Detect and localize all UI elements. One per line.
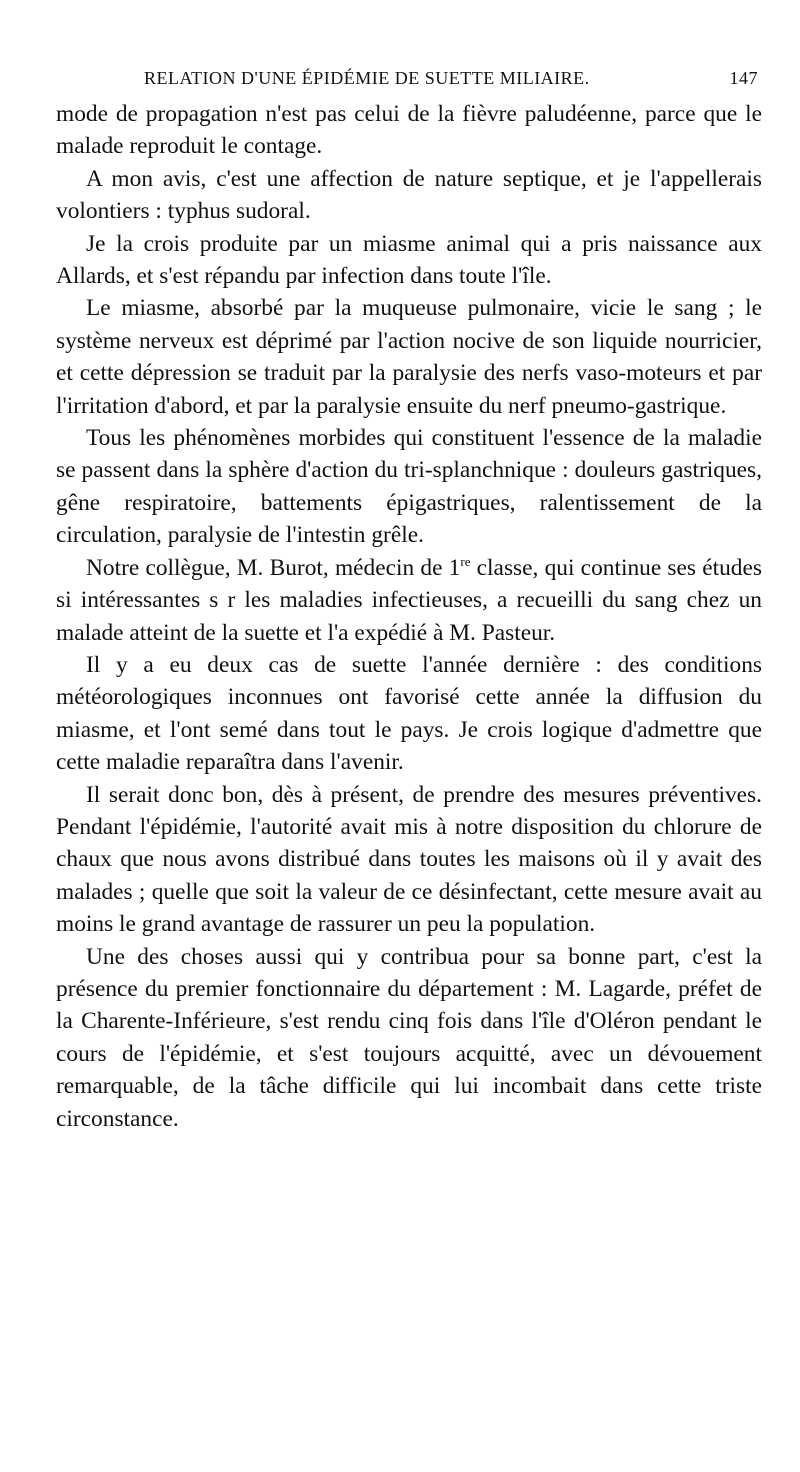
body-text — [56, 98, 762, 1135]
page-number: 147 — [729, 68, 758, 88]
paragraph-continuation: mode de propagation n'est pas celui de la fièvre paludéenne, parce que le malade reproduit le contage. — [56, 101, 762, 160]
paragraph: Je la crois produite par un miasme animal qui a pris naissance aux Allards, et s'est répandu par infection dans toute l'île. — [56, 230, 762, 290]
paragraph: Tous les phénomènes morbides qui constituent l'essence de la maladie se passent dans la sphère d'action du tri-splanchnique : douleurs gastriques, gêne respiratoire, battements épigastriques, ralentissement de la circulation, paralysie de l'intestin grêle. — [56, 425, 762, 549]
paragraph: Il serait donc bon, dès à présent, de prendre des mesures préventives. Pendant l'épidémie, l'autorité avait mis à notre disposition du chlorure de chaux que nous avons distribué dans toutes les maisons où il y avait des malades ; quelle que soit la valeur de ce désinfectant, cette mesure avait au moins le grand avantage de rassurer un peu la population. — [56, 781, 762, 938]
paragraph: Une des choses aussi qui y contribua pour sa bonne part, c'est la présence du premier fonctionnaire du département : M. Lagarde, préfet de la Charente-Inférieure, s'est rendu cinq fois dans l'île d'Oléron pendant le cours de l'épidémie, et s'est toujours acquitté, avec un dévouement remarquable, de la tâche difficile qui lui incombait dans cette triste circonstance. — [56, 943, 762, 1132]
superscript: re — [460, 553, 471, 569]
paragraph: Le miasme, absorbé par la muqueuse pulmonaire, vicie le sang ; le système nerveux est déprimé par l'action nocive de son liquide nourricier, et cette dépression se traduit par la paralysie des nerfs vaso-moteurs et par l'irritation d'abord, et par la paralysie ensuite du nerf pneumo-gastrique. — [56, 295, 762, 419]
book-page — [56, 58, 762, 1135]
paragraph — [56, 552, 762, 649]
paragraph-text: Notre collègue, M. Burot, médecin de 1 — [86, 554, 461, 581]
running-title: RELATION D'UNE ÉPIDÉMIE DE SUETTE MILIAIRE. — [144, 68, 590, 88]
paragraph-text: classe, qui continue ses études si intéressantes s r les maladies infectieuses, a recueilli du sang chez un malade atteint de la suette et l'a expédié à M. Pasteur. — [56, 554, 762, 646]
paragraph: A mon avis, c'est une affection de nature septique, et je l'appellerais volontiers : typhus sudoral. — [56, 165, 762, 225]
paragraph: Il y a eu deux cas de suette l'année dernière : des conditions météorologiques inconnues ont favorisé cette année la diffusion du miasme, et l'ont semé dans tout le pays. Je crois logique d'admettre que cette maladie reparaîtra dans l'avenir. — [56, 651, 762, 776]
running-head — [56, 58, 762, 98]
